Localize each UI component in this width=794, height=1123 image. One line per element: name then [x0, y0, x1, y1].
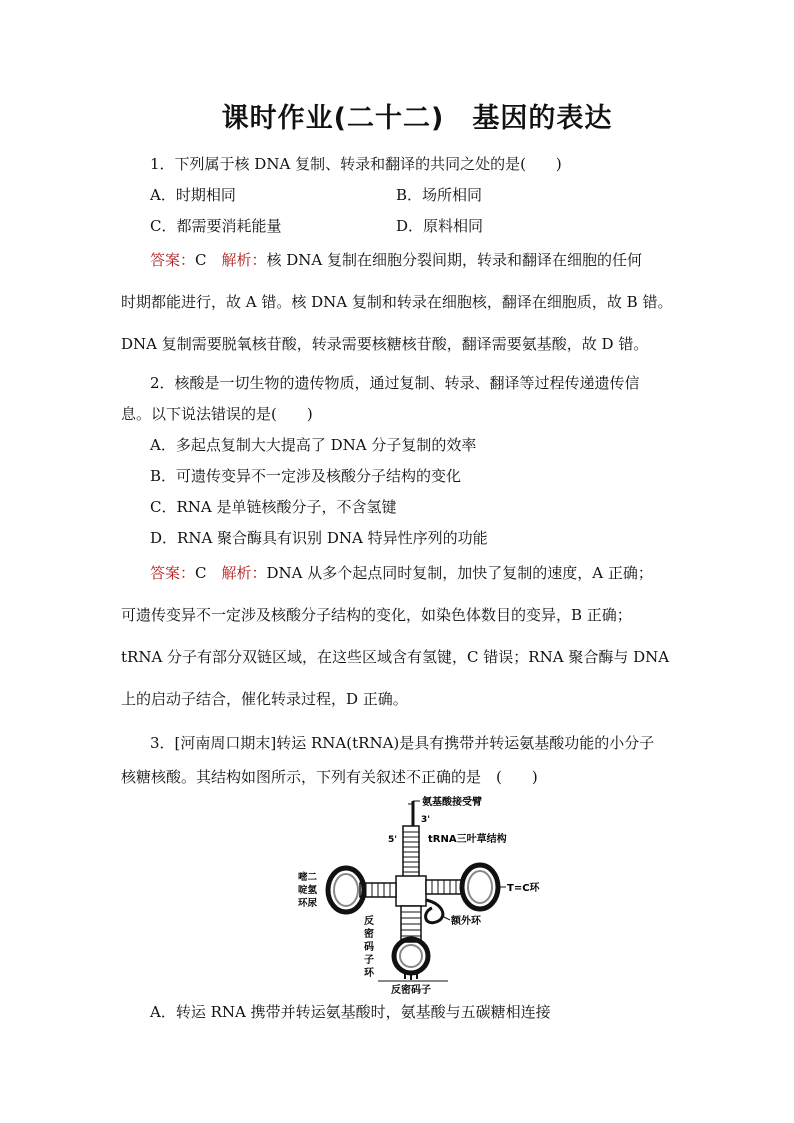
label-extra-loop: 额外环	[451, 916, 481, 927]
q2-option-c: C．RNA 是单链核酸分子，不含氢键	[150, 498, 397, 516]
q2-option-d: D．RNA 聚合酶具有识别 DNA 特异性序列的功能	[150, 529, 488, 547]
q2-answer-line	[150, 563, 653, 583]
q2-stem-line-2: 息。以下说法错误的是( )	[121, 405, 313, 423]
q1-option-d: D．原料相同	[396, 217, 484, 235]
q2-analysis-line-2: 可遗传变异不一定涉及核酸分子结构的变化，如染色体数目的变异，B 正确；	[121, 606, 632, 624]
label-tc-loop: T=C环	[507, 883, 540, 894]
q1-analysis-label: 解析：	[221, 251, 267, 269]
q3-stem-line-1: 3．[河南周口期末]转运 RNA(tRNA)是具有携带并转运氨基酸功能的小分子	[150, 734, 655, 752]
label-d-loop-3: 环尿	[298, 898, 318, 909]
q1-stem: 1．下列属于核 DNA 复制、转录和翻译的共同之处的是( )	[150, 155, 562, 173]
q2-analysis-line-4: 上的启动子结合，催化转录过程，D 正确。	[121, 690, 408, 708]
central-junction	[396, 876, 426, 906]
label-anticodon-loop-2: 密	[364, 929, 374, 940]
label-anticodon-loop-4: 子	[364, 955, 374, 966]
label-anticodon-loop-5: 环	[364, 968, 374, 979]
q2-analysis-label: 解析：	[221, 564, 267, 582]
label-acceptor-arm: 氨基酸接受臂	[422, 797, 482, 808]
q2-analysis-line-3: tRNA 分子有部分双链区域，在这些区域含有氢键，C 错误；RNA 聚合酶与 DNA	[121, 648, 670, 666]
q1-option-b: B．场所相同	[396, 186, 483, 204]
q2-analysis-line-1: DNA 从多个起点同时复制，加快了复制的速度，A 正确；	[266, 564, 653, 582]
q1-analysis-line-3: DNA 复制需要脱氧核苷酸，转录需要核糖核苷酸，翻译需要氨基酸，故 D 错。	[121, 335, 649, 353]
q2-stem-line-1: 2．核酸是一切生物的遗传物质，通过复制、转录、翻译等过程传递遗传信	[150, 374, 640, 392]
q1-answer-line	[150, 250, 642, 270]
q2-option-a: A．多起点复制大大提高了 DNA 分子复制的效率	[150, 436, 477, 454]
label-d-loop-1: 嘧二	[298, 872, 318, 883]
q1-answer-value: C	[195, 251, 222, 269]
label-three-prime: 3'	[421, 815, 431, 825]
acceptor-stem	[403, 801, 419, 878]
label-anticodon-loop-1: 反	[364, 916, 374, 927]
q2-option-b: B．可遗传变异不一定涉及核酸分子结构的变化	[150, 467, 462, 485]
q1-option-a: A．时期相同	[150, 186, 236, 204]
label-five-prime: 5'	[388, 835, 398, 845]
label-anticodon: 反密码子	[391, 985, 431, 996]
q1-option-c: C．都需要消耗能量	[150, 217, 282, 235]
d-arm	[328, 868, 396, 912]
label-cloverleaf: tRNA三叶草结构	[428, 834, 507, 845]
trna-cloverleaf-figure	[296, 796, 556, 996]
q2-answer-value: C	[195, 564, 222, 582]
q1-analysis-line-1: 核 DNA 复制在细胞分裂间期，转录和翻译在细胞的任何	[266, 251, 643, 269]
q2-answer-label: 答案：	[150, 564, 196, 582]
q3-option-a: A．转运 RNA 携带并转运氨基酸时，氨基酸与五碳糖相连接	[150, 1003, 551, 1021]
q3-stem-line-2: 核糖核酸。其结构如图所示，下列有关叙述不正确的是 ( )	[121, 768, 538, 786]
label-d-loop-2: 啶氢	[298, 885, 318, 896]
q1-answer-label: 答案：	[150, 251, 196, 269]
q1-analysis-line-2: 时期都能进行，故 A 错。核 DNA 复制和转录在细胞核，翻译在细胞质，故 B 错。	[121, 293, 673, 311]
tc-arm	[426, 865, 498, 909]
page-title: 课时作业(二十二) 基因的表达	[221, 103, 613, 134]
label-anticodon-loop-3: 码	[364, 942, 374, 953]
extra-loop	[426, 900, 443, 923]
anticodon-arm	[394, 906, 428, 980]
